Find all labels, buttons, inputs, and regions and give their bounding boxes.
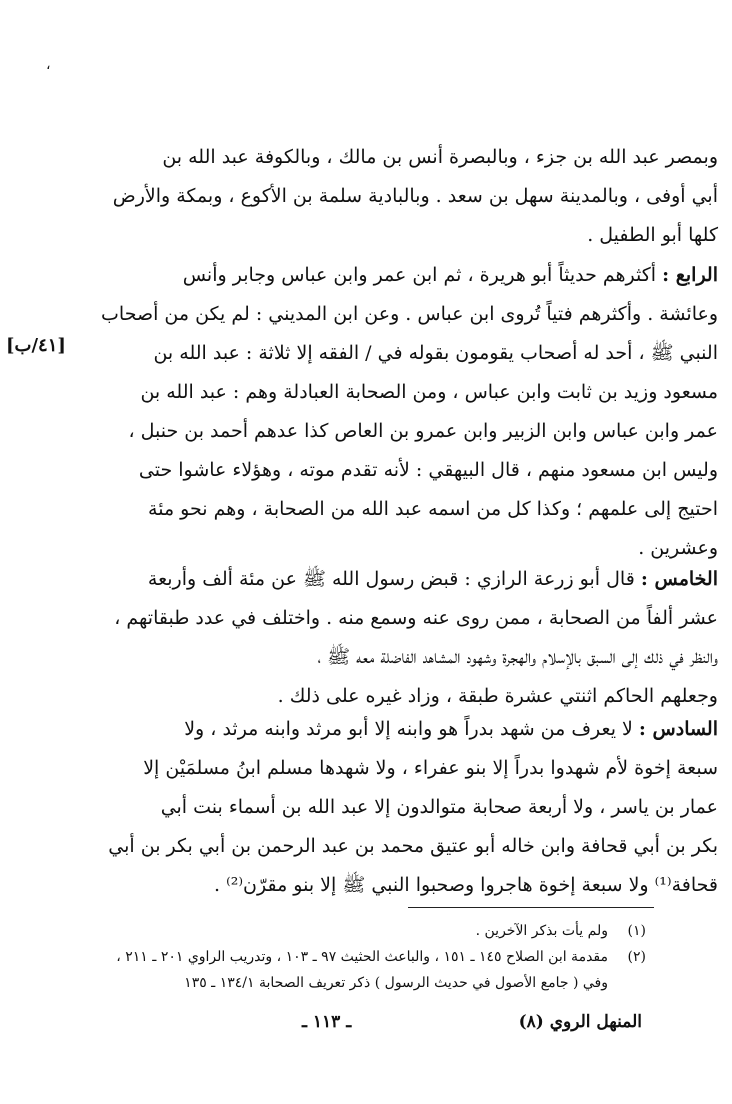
text-line — [72, 710, 718, 749]
section-heading: الرابع : — [662, 264, 718, 286]
text-line — [72, 560, 718, 599]
footnote-text: ولم يأت بذكر الآخرين . — [475, 923, 608, 939]
text-segment: أكثرهم حديثاً أبو هريرة ، ثم ابن عمر وابن عباس وجابر وأنس — [182, 264, 657, 286]
page-footer — [72, 1008, 642, 1036]
text-line: وليس ابن مسعود منهم ، قال البيهقي : لأنه تقدم موته ، وهؤلاء عاشوا حتى — [138, 459, 718, 481]
text-line: قحافة⁽¹⁾ ولا سبعة إخوة هاجروا وصحبوا النبي ﷺ إلا بنو مقرّن⁽²⁾ . — [213, 874, 718, 896]
text-line: سبعة إخوة لأم شهدوا بدراً إلا بنو عفراء ، ولا شهدها مسلم ابنُ مسلمَيْن إلا — [143, 757, 718, 779]
paragraph-4 — [72, 710, 718, 905]
text-line — [72, 256, 718, 295]
footnote-divider — [408, 907, 654, 908]
text-line: النبي ﷺ ، أحد له أصحاب يقومون بقوله في / الفقه إلا ثلاثة : عبد الله بن — [153, 342, 718, 364]
text-segment: لا يعرف من شهد بدراً هو وابنه إلا أبو مرثد وابنه مرثد ، ولا — [184, 718, 633, 740]
text-line: بكر بن أبي قحافة وابن خاله أبو عتيق محمد بن عبد الرحمن بن أبي بكر بن أبي — [108, 835, 718, 857]
footnote-number: (٢) — [627, 949, 646, 965]
text-line: وعائشة . وأكثرهم فتياً تُروى ابن عباس . وعن ابن المديني : لم يكن من أصحاب — [101, 303, 718, 325]
footnote-text: وفي ( جامع الأصول في حديث الرسول ) ذكر تعريف الصحابة ١٣٤/١ ـ ١٣٥ — [184, 975, 608, 991]
text-line: عمار بن ياسر ، ولا أربعة صحابة متوالدون إلا عبد الله بن أسماء بنت أبي — [160, 796, 718, 818]
text-line: احتيج إلى علمهم ؛ وكذا كل من اسمه عبد الله من الصحابة ، وهم نحو مئة — [148, 498, 718, 520]
corner-mark: ، — [46, 57, 51, 73]
footnote-text: مقدمة ابن الصلاح ١٤٥ ـ ١٥١ ، والباعث الحثيث ٩٧ ـ ١٠٣ ، وتدريب الراوي ٢٠١ ـ ٢١١ ، — [116, 949, 608, 965]
paragraph-3 — [72, 560, 718, 716]
text-segment: قال أبو زرعة الرازي : قبض رسول الله ﷺ عن مئة ألف وأربعة — [147, 568, 635, 590]
text-line: والنظر في ذلك إلى السبق بالإسلام والهجرة وشهود المشاهد الفاضلة معه ﷺ ، — [317, 646, 718, 668]
text-line: عمر وابن عباس وابن الزبير وابن عمرو بن العاص كذا عدهم أحمد بن حنبل ، — [128, 420, 718, 442]
paragraph-2 — [72, 256, 718, 568]
text-line: مسعود وزيد بن ثابت وابن عباس ، ومن الصحابة العبادلة وهم : عبد الله بن — [140, 381, 718, 403]
section-heading: السادس : — [638, 718, 718, 740]
footnote-number: (١) — [627, 923, 646, 939]
section-heading: الخامس : — [640, 568, 718, 590]
book-title: المنهل الروي (٨) — [518, 1012, 642, 1032]
text-line: وعشرين . — [638, 537, 718, 559]
marginal-folio-ref: [٤١/ب] — [6, 335, 66, 356]
footnote-continuation — [76, 970, 646, 996]
footnote — [76, 944, 646, 970]
footnotes — [76, 918, 646, 996]
text-line: أبي أوفى ، وبالمدينة سهل بن سعد . وبالبادية سلمة بن الأكوع ، وبمكة والأرض — [112, 185, 718, 207]
text-line: كلها أبو الطفيل . — [587, 224, 718, 246]
paragraph-1 — [72, 138, 718, 255]
footnote-number — [608, 970, 646, 996]
text-line: وجعلهم الحاكم اثنتي عشرة طبقة ، وزاد غيره على ذلك . — [277, 685, 718, 707]
page-number: ـ ١١٣ ـ — [302, 1012, 352, 1032]
footnote — [76, 918, 646, 944]
text-line: عشر ألفاً من الصحابة ، ممن روى عنه وسمع منه . واختلف في عدد طبقاتهم ، — [114, 607, 718, 629]
text-line: وبمصر عبد الله بن جزء ، وبالبصرة أنس بن مالك ، وبالكوفة عبد الله بن — [162, 146, 718, 168]
